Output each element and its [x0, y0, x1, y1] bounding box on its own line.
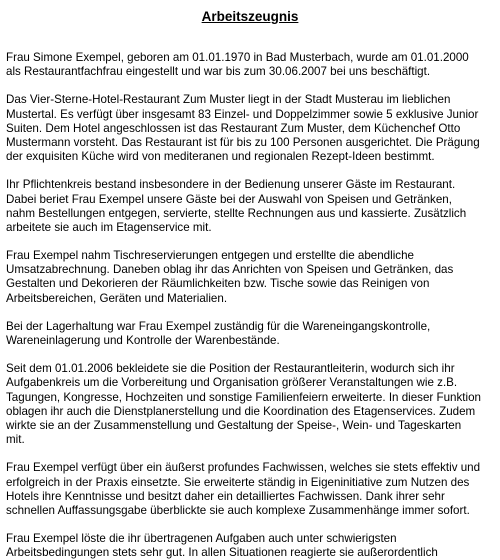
text-line: Suiten. Dem Hotel angeschlossen ist das Restaurant Zum Muster, dem Küchenchef Otto	[6, 121, 461, 135]
text-line: Mustermann vorsteht. Das Restaurant ist für bis zu 100 Personen ausgerichtet. Die Prägung	[6, 135, 480, 149]
text-line: Frau Exempel löste die ihr übertragenen Aufgaben auch unter schwierigsten	[6, 532, 397, 546]
text-line: mit.	[6, 433, 25, 447]
text-line: wirkte sie an der Zusammenstellung und Gestaltung der Speise-, Wein- und Tageskarten	[6, 418, 462, 432]
text-line: Ihr Pflichtenkreis bestand insbesondere in der Bedienung unserer Gäste im Restaurant.	[6, 178, 456, 192]
text-line: Aufgabenkreis um die Vorbereitung und Organisation größerer Veranstaltungen wie z.B.	[6, 376, 458, 390]
text-line: Das Vier-Sterne-Hotel-Restaurant Zum Muster liegt in der Stadt Musterau im lieblichen	[6, 93, 451, 107]
text-line: der exquisiten Küche wird von mediteranen und regionalen Rezept-Ideen bestimmt.	[6, 150, 435, 164]
text-line: Wareneinlagerung und Kontrolle der Warenbestände.	[6, 334, 280, 347]
text-line: Arbeitsbedingungen stets sehr gut. In allen Situationen reagierte sie außerordentlich	[6, 546, 438, 560]
paragraph-5	[6, 320, 498, 348]
text-line: Bei der Lagerhaltung war Frau Exempel zuständig für die Wareneingangskontrolle,	[6, 319, 431, 333]
paragraph-3	[6, 178, 498, 235]
text-line: schnellen Auffassungsgabe überblickte sie auch komplexe Zusammenhänge immer sofort.	[6, 503, 470, 517]
text-line: arbeitete sie auch im Etagenservice mit.	[6, 220, 212, 234]
paragraph-8	[6, 532, 498, 560]
text-line: Mustertal. Es verfügt über insgesamt 83 Einzel- und Doppelzimmer sowie 5 exklusive Junior	[6, 107, 479, 121]
text-line: nahm Bestellungen entgegen, servierte, stellte Rechnungen aus und kassierte. Zusätzlich	[6, 206, 467, 220]
text-line: erfolgreich in der Praxis einsetzte. Sie erweiterte ständig in Eigeninitiative zum Nutzen des	[6, 475, 470, 489]
text-line: Frau Exempel nahm Tischreservierungen entgegen und erstellte die abendliche	[6, 249, 414, 263]
paragraph-2	[6, 93, 498, 164]
text-line: oblagen ihr auch die Dienstplanerstellung und die Koordination des Etagenservices. Zudem	[6, 404, 476, 418]
paragraph-1	[6, 51, 498, 79]
paragraph-6	[6, 362, 498, 447]
text-line: Frau Exempel verfügt über ein äußerst profundes Fachwissen, welches sie stets effektiv und	[6, 461, 481, 475]
text-line: Arbeitsbereichen, Geräten und Materialien.	[6, 291, 228, 305]
text-line: Umsatzabrechnung. Daneben oblag ihr das Anrichten von Speisen und Getränken, das	[6, 263, 454, 277]
text-line: als Restaurantfachfrau eingestellt und war bis zum 30.06.2007 bei uns beschäftigt.	[6, 65, 431, 79]
text-line: Dabei beriet Frau Exempel unsere Gäste bei der Auswahl von Speisen und Getränken,	[6, 192, 452, 206]
text-line: Hotels ihre Kenntnisse und besitzt daher ein detailliertes Fachwissen. Dank ihrer sehr	[6, 489, 445, 503]
document-body	[6, 51, 500, 560]
text-line: Gestalten und Dekorieren der Räumlichkeiten bzw. Tische sowie das Reinigen von	[6, 277, 430, 291]
text-line: Tagungen, Kongresse, Hochzeiten und sonstige Familienfeiern erweiterte. In dieser Funktion	[6, 390, 481, 404]
text-line: Seit dem 01.01.2006 bekleidete sie die Position der Restaurantleiterin, wodurch sich ihr	[6, 362, 455, 376]
paragraph-4	[6, 249, 498, 306]
paragraph-7	[6, 461, 498, 518]
document-title: Arbeitszeugnis	[201, 9, 299, 24]
text-line: Frau Simone Exempel, geboren am 01.01.1970 in Bad Musterbach, wurde am 01.01.2000	[6, 51, 469, 64]
